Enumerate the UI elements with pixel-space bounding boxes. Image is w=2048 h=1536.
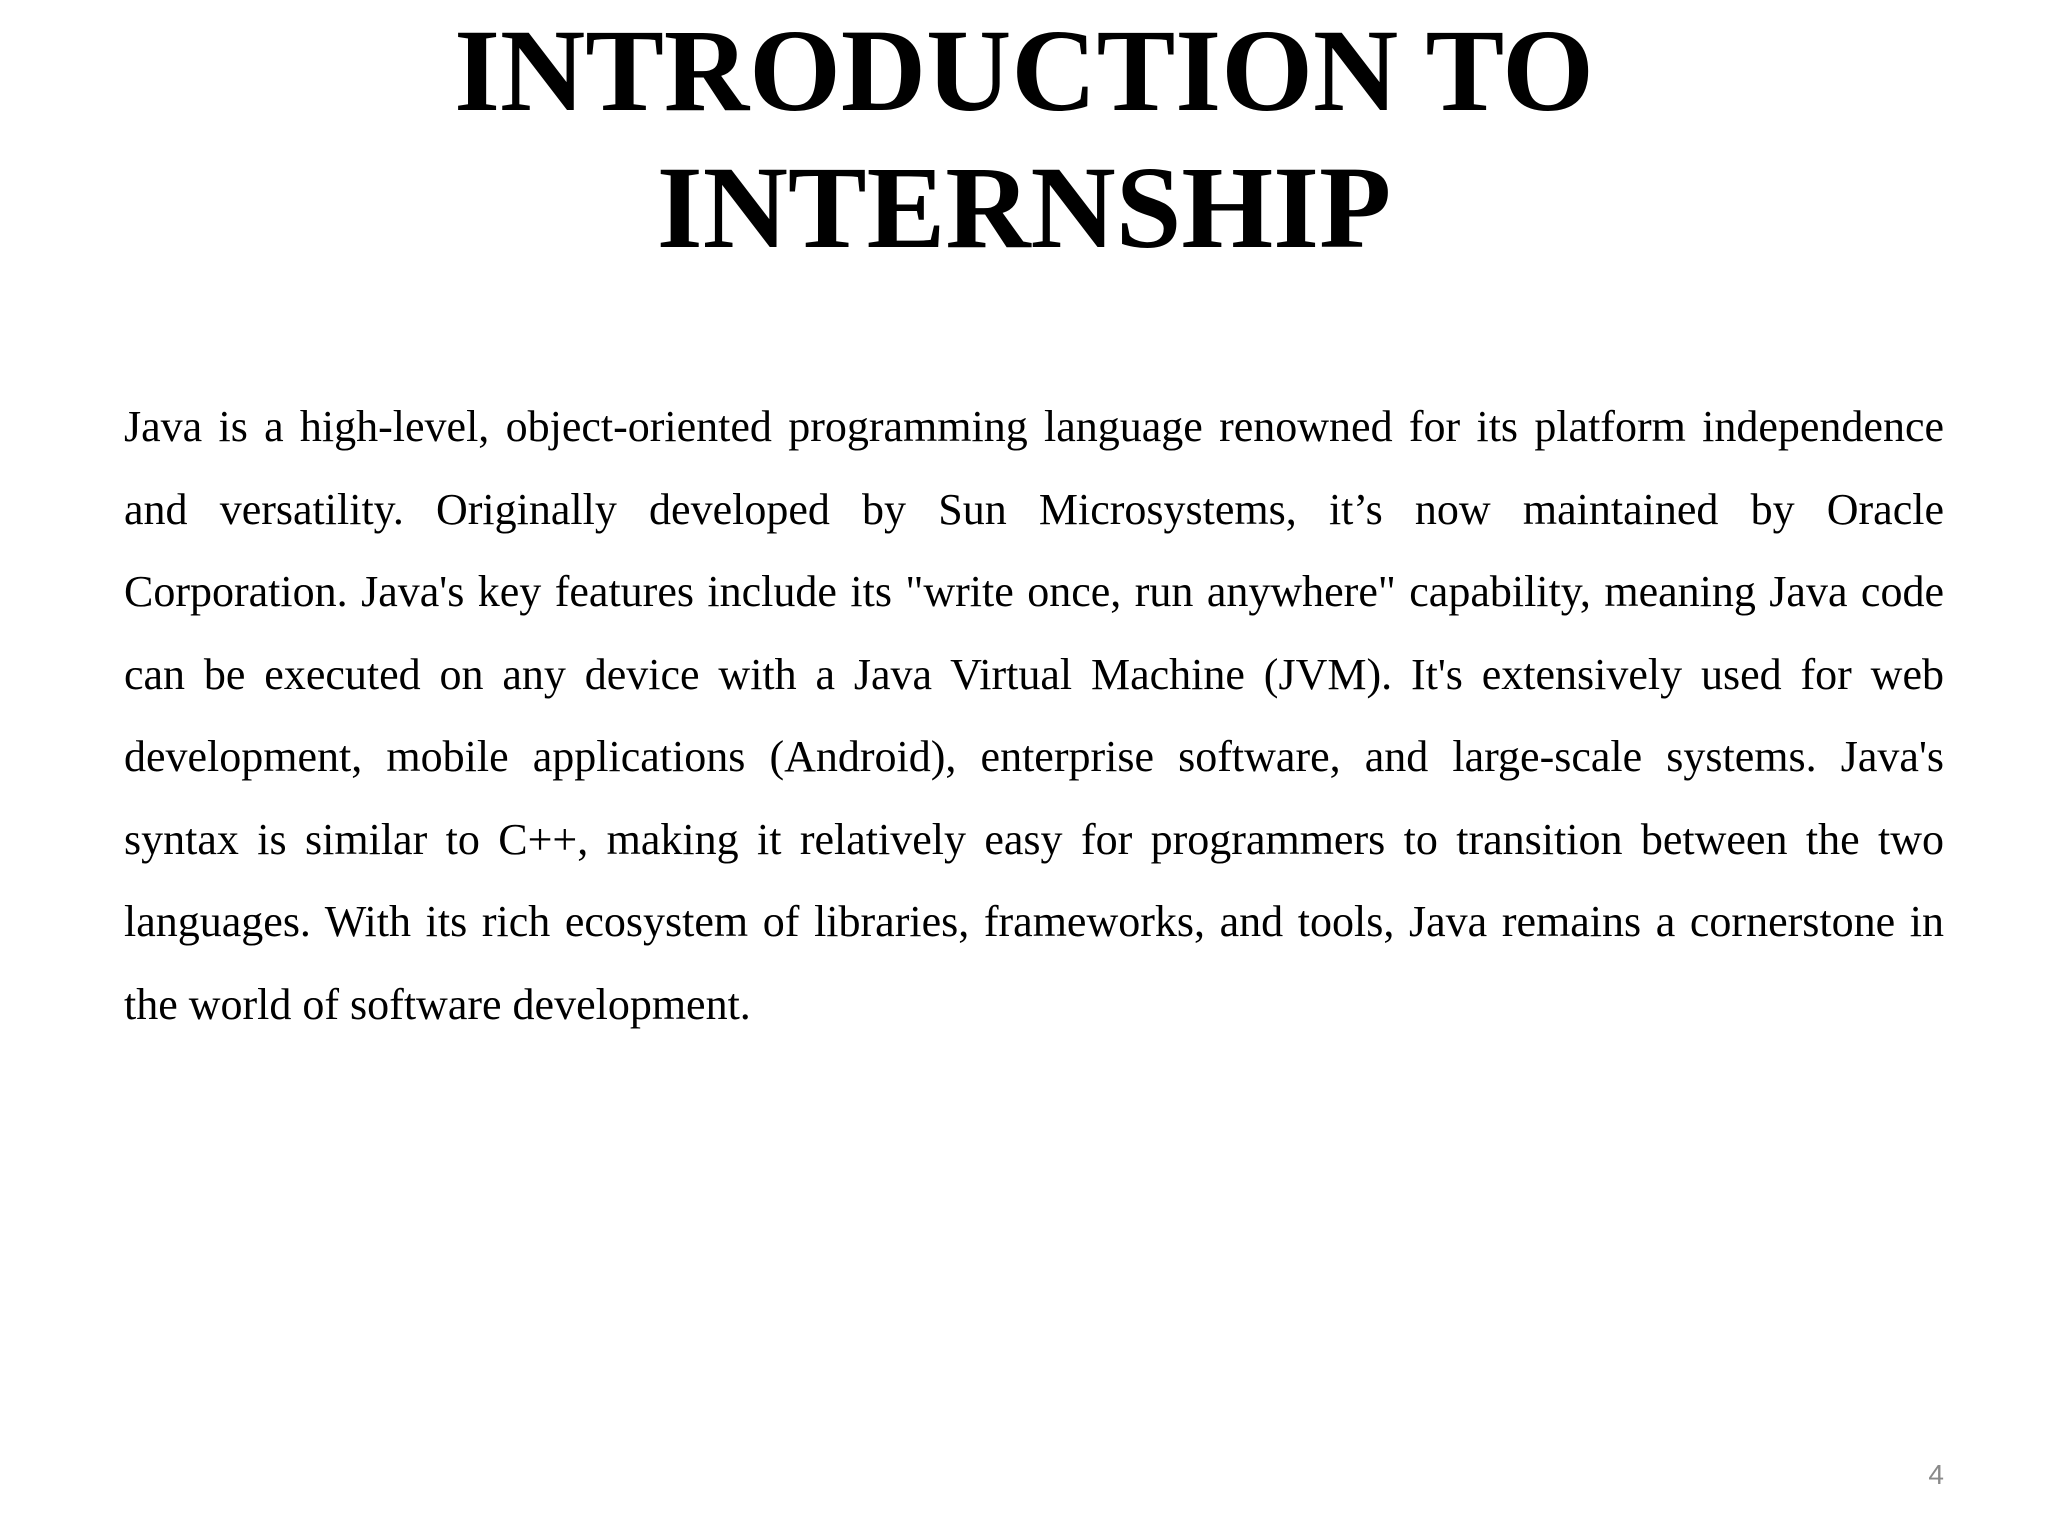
- slide-title-line-1: INTRODUCTION TO: [454, 5, 1594, 136]
- page-number: 4: [1928, 1459, 1944, 1490]
- slide-title: [0, 2, 2048, 276]
- slide-title-line-2: INTERNSHIP: [656, 142, 1392, 273]
- body-paragraph: Java is a high-level, object-oriented programming language renowned for its platform independence and versatility. Originally developed by Sun Microsystems, it’s now maintained by Oracle Corporation. Java's key features include its "write once, run anywhere" capability, meaning Java code can be executed on any device with a Java Virtual Machine (JVM). It's extensively used for web development, mobile applications (Android), enterprise software, and large-scale systems. Java's syntax is similar to C++, making it relatively easy for programmers to transition between the two languages. With its rich ecosystem of libraries, frameworks, and tools, Java remains a cornerstone in the world of software development.: [124, 402, 1944, 1029]
